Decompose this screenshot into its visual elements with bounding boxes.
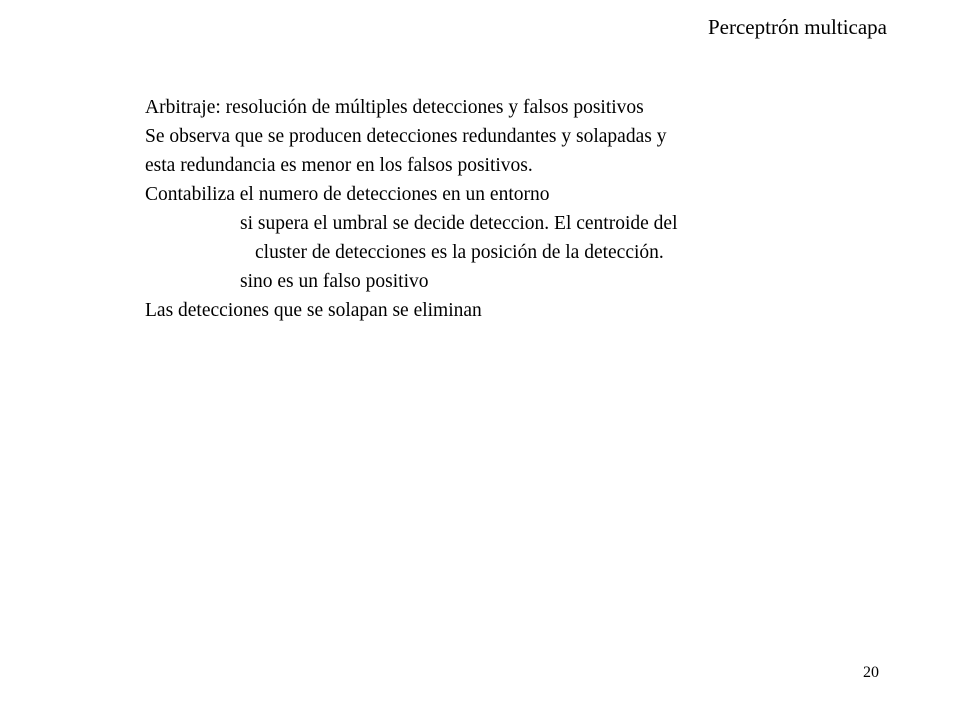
- text-line: Contabiliza el numero de detecciones en un entorno: [145, 184, 550, 205]
- text-line: Se observa que se producen detecciones redundantes y solapadas y: [145, 126, 667, 147]
- text-line-indented: sino es un falso positivo: [240, 271, 429, 292]
- slide-content: [145, 93, 845, 325]
- text-line-indented: cluster de detecciones es la posición de la detección.: [255, 242, 664, 263]
- slide-title: Perceptrón multicapa: [707, 15, 887, 39]
- text-line-indented: si supera el umbral se decide deteccion. El centroide del: [240, 213, 678, 234]
- text-line: Las detecciones que se solapan se eliminan: [145, 300, 482, 321]
- page-number: 20: [863, 664, 879, 681]
- text-line: Arbitraje: resolución de múltiples detecciones y falsos positivos: [145, 97, 644, 118]
- text-line: esta redundancia es menor en los falsos positivos.: [145, 155, 533, 176]
